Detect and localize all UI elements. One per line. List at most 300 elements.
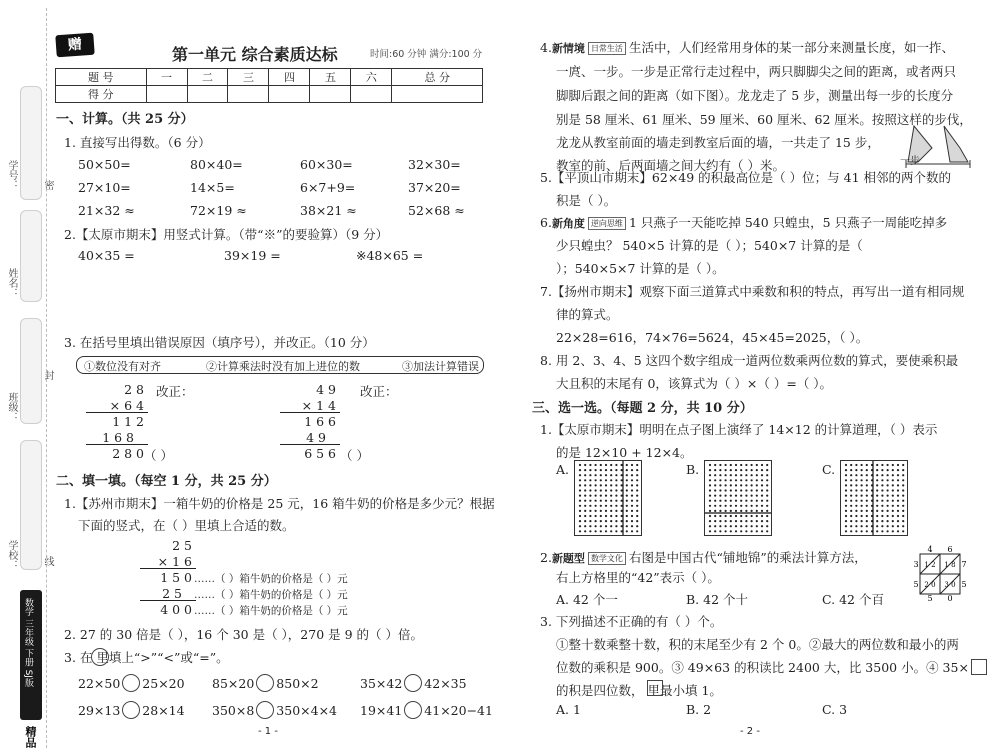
grid-dot <box>735 510 737 512</box>
grid-dot <box>902 484 904 486</box>
grid-dot <box>850 510 852 512</box>
grid-dot <box>887 484 889 486</box>
grid-dot <box>887 474 889 476</box>
grid-dot <box>610 495 612 497</box>
grid-dot <box>626 505 628 507</box>
grid-dot <box>881 464 883 466</box>
grid-dot <box>861 464 863 466</box>
vcalc-line: 4 0 0 <box>160 602 192 617</box>
grid-dot <box>621 500 623 502</box>
grid-dot <box>636 469 638 471</box>
grid-dot <box>766 484 768 486</box>
grid-dot <box>631 469 633 471</box>
choice-q3-text: 位数的乘积是 900。③ 49×63 的积读比 2400 大，比 3500 小。④ 35× <box>556 660 969 675</box>
dot-grid-b <box>704 460 772 536</box>
grid-dot <box>709 464 711 466</box>
grid-dot <box>745 495 747 497</box>
grid-dot <box>876 474 878 476</box>
grid-dot <box>766 495 768 497</box>
right-q7: 7.【扬州市期末】观察下面三道算式中乘数和积的特点，再写出一道有相同规 <box>540 284 965 299</box>
grid-dot <box>631 474 633 476</box>
lattice-right-digit: 5 <box>961 580 967 589</box>
grid-dot <box>902 525 904 527</box>
grid-dot <box>600 464 602 466</box>
grid-dot <box>636 474 638 476</box>
grid-dot <box>897 474 899 476</box>
grid-dot <box>595 474 597 476</box>
grid-dot <box>751 505 753 507</box>
grid-dot <box>615 479 617 481</box>
reason-option: ②计算乘法时没有加上进位的数 <box>206 360 360 373</box>
grid-dot <box>589 489 591 491</box>
grid-dot <box>897 495 899 497</box>
grid-dot <box>600 525 602 527</box>
grid-dot <box>730 474 732 476</box>
grid-dot <box>766 515 768 517</box>
grid-dot <box>709 469 711 471</box>
grid-dot <box>714 530 716 532</box>
grid-dot <box>605 500 607 502</box>
grid-dot <box>861 500 863 502</box>
vcalc-rule <box>86 412 148 413</box>
grid-dot <box>584 484 586 486</box>
grid-dot <box>631 484 633 486</box>
grid-dot <box>626 530 628 532</box>
grid-dot <box>881 515 883 517</box>
grid-dot <box>887 464 889 466</box>
lattice-left-digit: 5 <box>913 580 919 589</box>
q4-line: 教室的前、后两面墙之间大约有（ ）米。 <box>556 158 785 173</box>
page-title: 第一单元 综合素质达标 <box>172 45 338 64</box>
grid-dot <box>897 469 899 471</box>
grid-dot <box>866 520 868 522</box>
grid-dot <box>719 520 721 522</box>
grid-dot <box>887 469 889 471</box>
grid-dot <box>605 495 607 497</box>
choice-q3-line: ①整十数乘整十数，积的末尾至少有 2 个 0。②最大的两位数和最小的两 <box>556 637 959 652</box>
grid-dot <box>600 505 602 507</box>
grid-dot <box>761 500 763 502</box>
grid-dot <box>756 530 758 532</box>
compare-circle[interactable] <box>256 674 274 692</box>
grid-dot <box>615 525 617 527</box>
grid-dot <box>751 479 753 481</box>
grid-dot <box>636 500 638 502</box>
score-input-cell[interactable] <box>310 86 351 103</box>
score-input-cell[interactable] <box>269 86 310 103</box>
grid-dot <box>902 515 904 517</box>
grid-dot <box>735 464 737 466</box>
grid-dot <box>719 505 721 507</box>
grid-dot <box>725 464 727 466</box>
option-c-label[interactable]: C. <box>822 462 836 477</box>
grid-dot <box>745 469 747 471</box>
grid-dot <box>745 500 747 502</box>
grid-dot <box>756 500 758 502</box>
grid-dot <box>735 505 737 507</box>
grid-dot <box>855 510 857 512</box>
score-input-cell[interactable] <box>228 86 269 103</box>
grid-dot <box>709 510 711 512</box>
question-1-2: 2.【太原市期末】用竖式计算。（带“※”的要验算）（9 分） <box>64 227 389 242</box>
grid-dot <box>584 500 586 502</box>
score-input-cell[interactable] <box>392 86 483 103</box>
fill-question-1-cont: 下面的竖式，在（ ）里填上合适的数。 <box>78 518 295 533</box>
grid-dot <box>850 515 852 517</box>
grid-dot <box>600 500 602 502</box>
vcalc-line: × 1 6 <box>157 554 192 569</box>
grid-dot <box>887 479 889 481</box>
q4-line: 龙龙从教室前面的墙走到教室后面的墙，一共走了 15 步， <box>556 135 880 150</box>
grid-dot <box>600 479 602 481</box>
grid-dot <box>892 525 894 527</box>
grid-dot <box>730 489 732 491</box>
grid-dot <box>621 489 623 491</box>
grid-dot <box>725 489 727 491</box>
correction-label: 改正： <box>360 384 398 399</box>
grid-dot <box>861 515 863 517</box>
option-a-label[interactable]: A. <box>556 462 570 477</box>
compare-circle[interactable] <box>404 674 422 692</box>
grid-dot <box>626 489 628 491</box>
grid-dot <box>876 530 878 532</box>
grid-dot <box>605 505 607 507</box>
score-input-cell[interactable] <box>187 86 228 103</box>
compare-circle[interactable] <box>122 701 140 719</box>
grid-dot <box>735 474 737 476</box>
right-q5: 5.【平顶山市期末】62×49 的积最高位是（ ）位；与 41 相邻的两个数的 <box>540 170 952 185</box>
grid-dot <box>595 479 597 481</box>
grid-dot <box>902 500 904 502</box>
grid-dot <box>621 484 623 486</box>
grid-dot <box>855 515 857 517</box>
grid-dot <box>735 489 737 491</box>
vertical-calc-item: 40×35 = <box>78 248 135 263</box>
grid-dot <box>719 479 721 481</box>
grid-dot <box>751 489 753 491</box>
grid-dot <box>621 525 623 527</box>
grid-dot <box>595 520 597 522</box>
lattice-left-digit: 3 <box>913 560 919 569</box>
grid-dot <box>605 510 607 512</box>
grid-dot <box>751 515 753 517</box>
student-id-label: 学号： <box>6 160 17 190</box>
grid-dot <box>589 510 591 512</box>
grid-dot <box>902 489 904 491</box>
grid-dot <box>615 469 617 471</box>
topic-tag: 日常生活 <box>588 42 626 55</box>
grid-dot <box>626 464 628 466</box>
grid-dot <box>605 479 607 481</box>
answer-paren[interactable]: （ ） <box>340 448 369 463</box>
grid-dot <box>751 530 753 532</box>
binding-strip <box>0 0 53 754</box>
correction-label: 改正： <box>156 384 194 399</box>
grid-dot <box>621 520 623 522</box>
grid-dot <box>725 530 727 532</box>
compare-circle[interactable] <box>256 701 274 719</box>
grid-dot <box>876 464 878 466</box>
grid-dot <box>740 484 742 486</box>
grid-dot <box>595 495 597 497</box>
grid-dot <box>631 495 633 497</box>
grid-dot <box>584 530 586 532</box>
grid-dot <box>902 469 904 471</box>
dot-grid-svg <box>841 461 907 535</box>
q4-line: 脚脚后跟之间的距离（如下图）。龙龙走了 5 步，测量出每一步的长度分 <box>556 88 954 103</box>
grid-dot <box>866 474 868 476</box>
grid-dot <box>719 464 721 466</box>
compare-circle[interactable] <box>404 701 422 719</box>
grid-dot <box>845 495 847 497</box>
grid-dot <box>589 484 591 486</box>
grid-dot <box>631 525 633 527</box>
score-row-label: 得 分 <box>56 86 147 103</box>
question-1-1: 1. 直接写出得数。（6 分） <box>64 135 211 150</box>
grid-dot <box>605 489 607 491</box>
grid-dot <box>579 484 581 486</box>
grid-dot <box>866 505 868 507</box>
option-c[interactable]: C. 3 <box>822 702 848 717</box>
grid-dot <box>615 474 617 476</box>
grid-dot <box>579 479 581 481</box>
grid-dot <box>730 484 732 486</box>
option-c[interactable]: C. 42 个百 <box>822 592 884 607</box>
grid-dot <box>855 500 857 502</box>
grid-dot <box>740 515 742 517</box>
grid-dot <box>756 474 758 476</box>
q4-line: 一庹、一步。一步是正常行走过程中，两只脚脚尖之间的距离，或者两只 <box>556 64 957 79</box>
grid-dot <box>850 469 852 471</box>
grid-dot <box>615 515 617 517</box>
grid-dot <box>766 479 768 481</box>
grid-dot <box>850 505 852 507</box>
lattice-multiplication-diagram <box>912 544 968 602</box>
grid-dot <box>719 525 721 527</box>
grid-dot <box>631 515 633 517</box>
grid-dot <box>756 525 758 527</box>
grid-dot <box>745 505 747 507</box>
reason-option: ③加法计算错误 <box>402 360 479 373</box>
choice-q1: 1.【太原市期末】明明在点子图上演绎了 14×12 的计算道理，（ ）表示 <box>540 422 938 437</box>
choice-q2-cont: 右上方格里的“42”表示（ ）。 <box>556 570 720 585</box>
right-q8: 8. 用 2、3、4、5 这四个数字组成一道两位数乘两位数的算式，要使乘积最 <box>540 353 959 368</box>
fill-question-1: 1.【苏州市期末】一箱牛奶的价格是 25 元，16 箱牛奶的价格是多少元？根据 <box>64 496 495 511</box>
vcalc-rule <box>86 444 148 445</box>
grid-dot <box>621 530 623 532</box>
grid-dot <box>861 495 863 497</box>
grid-dot <box>579 505 581 507</box>
grid-dot <box>719 515 721 517</box>
grid-dot <box>881 500 883 502</box>
grid-dot <box>897 489 899 491</box>
grid-dot <box>740 489 742 491</box>
name-box <box>20 210 42 302</box>
grid-dot <box>892 500 894 502</box>
calc-item: 14×5= <box>190 180 235 195</box>
calc-item: 52×68 ≈ <box>408 203 465 218</box>
grid-dot <box>725 469 727 471</box>
grid-dot <box>892 484 894 486</box>
grid-dot <box>866 489 868 491</box>
grid-dot <box>714 510 716 512</box>
q6-line: 1 只燕子一天能吃掉 540 只蝗虫，5 只燕子一周能吃掉多 <box>628 215 948 230</box>
grid-dot <box>887 489 889 491</box>
compare-circle[interactable] <box>122 674 140 692</box>
grid-dot <box>861 505 863 507</box>
grid-dot <box>845 530 847 532</box>
grid-dot <box>866 530 868 532</box>
right-q4 <box>540 38 954 56</box>
grid-dot <box>845 505 847 507</box>
grid-dot <box>876 479 878 481</box>
grid-dot <box>626 510 628 512</box>
grid-dot <box>745 464 747 466</box>
grid-dot <box>902 495 904 497</box>
grid-dot <box>579 515 581 517</box>
calc-item: 80×40= <box>190 157 243 172</box>
choice-q3-line <box>556 658 989 676</box>
grid-dot <box>610 520 612 522</box>
compare-circle-sample <box>89 648 111 666</box>
grid-dot <box>766 500 768 502</box>
grid-dot <box>730 495 732 497</box>
grid-dot <box>626 495 628 497</box>
grid-dot <box>600 495 602 497</box>
score-input-cell[interactable] <box>146 86 187 103</box>
grid-dot <box>615 489 617 491</box>
grid-dot <box>761 479 763 481</box>
grid-dot <box>605 515 607 517</box>
fill-question-2: 2. 27 的 30 倍是（ ），16 个 30 是（ ），270 是 9 的（ ）倍。 <box>64 627 424 642</box>
grid-dot <box>892 489 894 491</box>
grid-dot <box>756 510 758 512</box>
exam-meta: 时间:60 分钟 满分:100 分 <box>370 49 483 60</box>
grid-dot <box>766 505 768 507</box>
grid-dot <box>589 479 591 481</box>
lattice-top-digit: 6 <box>947 545 953 554</box>
grid-dot <box>902 479 904 481</box>
grid-dot <box>902 474 904 476</box>
vcalc-line: 4 9 <box>306 430 326 445</box>
grid-dot <box>892 474 894 476</box>
grid-dot <box>626 469 628 471</box>
grid-dot <box>719 484 721 486</box>
grid-dot <box>631 510 633 512</box>
grid-dot <box>740 495 742 497</box>
grid-dot <box>881 510 883 512</box>
grid-dot <box>897 505 899 507</box>
q-number: 4. <box>540 40 552 55</box>
grid-dot <box>636 464 638 466</box>
grid-dot <box>610 469 612 471</box>
grid-dot <box>605 530 607 532</box>
grid-dot <box>730 525 732 527</box>
compare-item <box>360 701 493 719</box>
brand-logo: 精品 <box>24 726 37 748</box>
grid-dot <box>740 530 742 532</box>
grid-dot <box>719 510 721 512</box>
vertical-calc-item: ※48×65 = <box>356 248 424 263</box>
cut-mark-2: 封 <box>42 370 53 380</box>
grid-dot <box>584 474 586 476</box>
section-1-heading: 一、计算。（共 25 分） <box>56 112 194 127</box>
grid-dot <box>766 510 768 512</box>
step-label: 一步 <box>900 156 920 167</box>
grid-dot <box>636 530 638 532</box>
grid-dot <box>751 474 753 476</box>
grid-dot <box>579 520 581 522</box>
grid-dot <box>589 495 591 497</box>
grid-dot <box>631 479 633 481</box>
option-a[interactable]: A. 42 个一 <box>556 592 618 607</box>
grid-dot <box>866 500 868 502</box>
grid-dot <box>845 525 847 527</box>
question-1-3: 3. 在括号里填出错误原因（填序号），并改正。（10 分） <box>64 335 375 350</box>
grid-dot <box>595 530 597 532</box>
score-input-cell[interactable] <box>351 86 392 103</box>
grid-dot <box>631 464 633 466</box>
score-header-cell: 六 <box>351 69 392 86</box>
grid-dot <box>740 510 742 512</box>
vcalc-line: 2 5 <box>172 538 192 553</box>
grid-dot <box>887 515 889 517</box>
grid-dot <box>621 495 623 497</box>
grid-dot <box>714 500 716 502</box>
compare-left: 35×42 <box>360 676 403 691</box>
grid-dot <box>881 495 883 497</box>
grid-dot <box>897 510 899 512</box>
book-spine <box>20 590 42 720</box>
option-b[interactable]: B. 2 <box>686 702 712 717</box>
grid-dot <box>595 469 597 471</box>
grid-dot <box>745 479 747 481</box>
grid-dot <box>845 520 847 522</box>
answer-paren[interactable]: （ ） <box>144 448 173 463</box>
digit-box[interactable] <box>971 659 987 675</box>
compare-item <box>212 674 319 692</box>
page-number-right: - 2 - <box>740 726 760 737</box>
new-badge: 新题型 <box>551 552 585 565</box>
grid-dot <box>881 525 883 527</box>
calc-item: 27×10= <box>78 180 131 195</box>
lattice-cell: 1 2 <box>924 561 936 569</box>
lattice-cell: 1 8 <box>944 561 956 569</box>
grid-dot <box>610 510 612 512</box>
grid-dot <box>621 469 623 471</box>
grid-dot <box>866 515 868 517</box>
vcalc-rule <box>280 412 340 413</box>
calc-item: 37×20= <box>408 180 461 195</box>
grid-dot <box>751 495 753 497</box>
option-a[interactable]: A. 1 <box>556 702 581 717</box>
grid-dot <box>589 515 591 517</box>
option-b[interactable]: B. 42 个十 <box>686 592 749 607</box>
grid-dot <box>745 515 747 517</box>
grid-dot <box>756 469 758 471</box>
cut-line <box>46 8 47 748</box>
grid-dot <box>855 474 857 476</box>
option-b-label[interactable]: B. <box>686 462 700 477</box>
grid-dot <box>631 520 633 522</box>
grid-dot <box>876 500 878 502</box>
grid-dot <box>719 474 721 476</box>
right-q6 <box>540 213 947 231</box>
vcalc-rule <box>140 600 196 601</box>
grid-dot <box>636 484 638 486</box>
grid-dot <box>584 469 586 471</box>
grid-dot <box>766 464 768 466</box>
